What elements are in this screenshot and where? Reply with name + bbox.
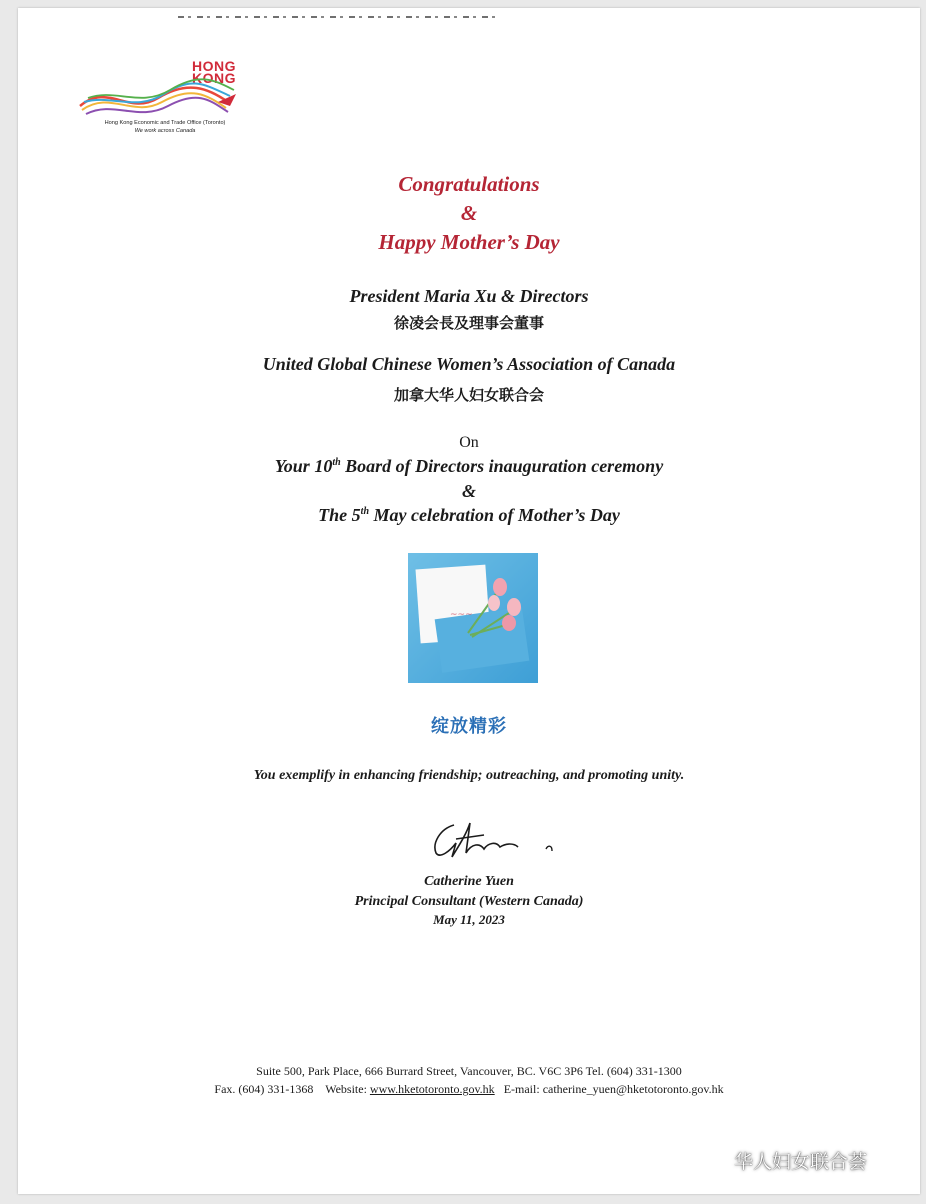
letter-date: May 11, 2023	[433, 912, 505, 927]
motto: You exemplify in enhancing friendship; outreaching, and promoting unity.	[253, 768, 685, 783]
greeting-line1: Congratulations	[398, 172, 540, 196]
tulip-photo	[408, 553, 538, 683]
org-name-en: United Global Chinese Women’s Association of Canada	[262, 354, 676, 374]
letter-page	[18, 8, 920, 1194]
watermark-text: 华人妇女联合荟	[734, 1150, 868, 1173]
email-link[interactable]: catherine_yuen@hketotoronto.gov.hk	[542, 1082, 724, 1096]
occasion-event2: The 5th May celebration of Mother’s Day	[318, 505, 620, 525]
hketo-logo	[78, 60, 248, 150]
occasion-amp: &	[461, 481, 476, 501]
logo-office-name: Hong Kong Economic and Trade Office (Toronto)	[104, 120, 226, 126]
handwritten-signature	[426, 813, 566, 863]
recipient-name-cn: 徐凌会長及理事会董事	[393, 314, 544, 332]
photo-caption: 绽放精彩	[431, 716, 507, 737]
website-link[interactable]: www.hketotoronto.gov.hk	[369, 1082, 495, 1096]
occasion-on: On	[459, 434, 479, 451]
greeting-line3: Happy Mother’s Day	[378, 230, 560, 254]
signer-name: Catherine Yuen	[424, 874, 514, 889]
svg-text:~~~: ~~~	[450, 610, 473, 620]
recipient-name-en: President Maria Xu & Directors	[349, 286, 589, 306]
tulip-icon	[408, 553, 538, 683]
greeting-amp: &	[460, 201, 478, 225]
logo-brand: HONG KONG	[192, 58, 236, 86]
org-name-cn: 加拿大华人妇女联合会	[393, 386, 544, 404]
dragon-ribbon-icon	[78, 72, 248, 122]
wechat-watermark	[700, 1142, 910, 1178]
scan-artifact	[178, 16, 498, 18]
logo-tagline: We work across Canada	[134, 128, 196, 134]
occasion-event1: Your 10th Board of Directors inauguration ceremony	[274, 456, 664, 476]
signer-title: Principal Consultant (Western Canada)	[354, 894, 584, 909]
wechat-icon	[700, 1149, 728, 1171]
footer-address: Suite 500, Park Place, 666 Burrard Street, Vancouver, BC. V6C 3P6 Tel. (604) 331-1300	[256, 1064, 682, 1078]
footer-contact: Fax. (604) 331-1368 Website: www.hketotoronto.gov.hk E-mail: catherine_yuen@hketotoronto.gov.hk	[214, 1082, 724, 1096]
